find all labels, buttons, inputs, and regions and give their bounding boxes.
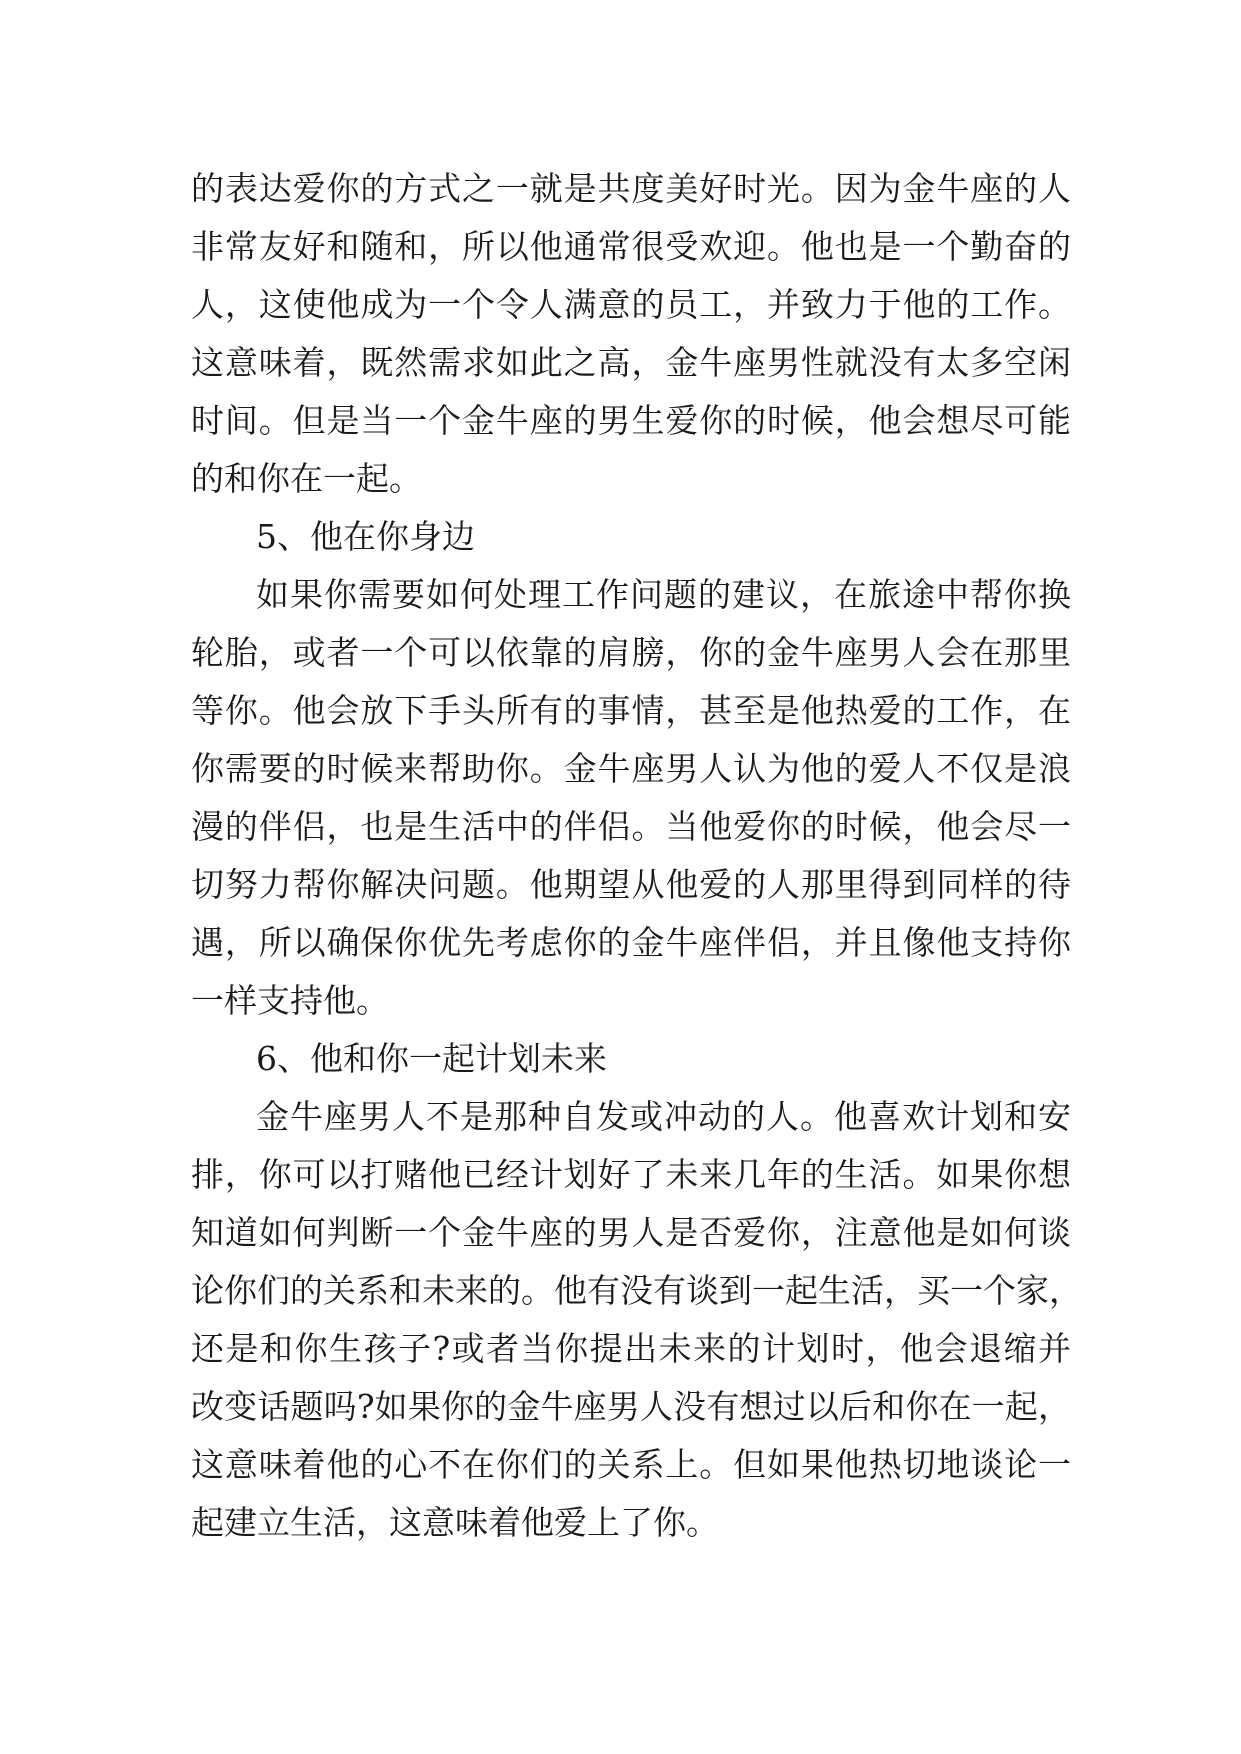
section-heading: 5、他在你身边 [256, 517, 475, 556]
paragraph-line: 你需要的时候来帮助你。金牛座男人认为他的爱人不仅是浪 [191, 749, 1071, 788]
paragraph-line: 的表达爱你的方式之一就是共度美好时光。因为金牛座的人 [191, 169, 1071, 208]
paragraph-line: 轮胎，或者一个可以依靠的肩膀，你的金牛座男人会在那里 [191, 633, 1071, 672]
paragraph-line: 遇，所以确保你优先考虑你的金牛座伴侣，并且像他支持你 [191, 923, 1071, 962]
paragraph-line: 还是和你生孩子?或者当你提出未来的计划时，他会退缩并 [191, 1329, 1071, 1368]
paragraph-line: 起建立生活，这意味着他爱上了你。 [191, 1503, 719, 1542]
paragraph-line: 等你。他会放下手头所有的事情，甚至是他热爱的工作，在 [191, 691, 1071, 730]
paragraph-line: 时间。但是当一个金牛座的男生爱你的时候，他会想尽可能 [191, 401, 1071, 440]
paragraph-line: 切努力帮你解决问题。他期望从他爱的人那里得到同样的待 [191, 865, 1071, 904]
paragraph-line: 这意味着他的心不在你们的关系上。但如果他热切地谈论一 [191, 1445, 1071, 1484]
paragraph-line: 知道如何判断一个金牛座的男人是否爱你，注意他是如何谈 [191, 1213, 1071, 1252]
section-heading: 6、他和你一起计划未来 [256, 1039, 607, 1078]
paragraph-line: 非常友好和随和，所以他通常很受欢迎。他也是一个勤奋的 [191, 227, 1071, 266]
paragraph-line: 改变话题吗?如果你的金牛座男人没有想过以后和你在一起， [191, 1387, 1071, 1426]
paragraph-line: 排，你可以打赌他已经计划好了未来几年的生活。如果你想 [191, 1155, 1071, 1194]
paragraph-line: 漫的伴侣，也是生活中的伴侣。当他爱你的时候，他会尽一 [191, 807, 1071, 846]
paragraph-line: 金牛座男人不是那种自发或冲动的人。他喜欢计划和安 [256, 1097, 1071, 1136]
paragraph-line: 论你们的关系和未来的。他有没有谈到一起生活，买一个家， [191, 1271, 1082, 1310]
paragraph-line: 这意味着，既然需求如此之高，金牛座男性就没有太多空闲 [191, 343, 1071, 382]
paragraph-line: 如果你需要如何处理工作问题的建议，在旅途中帮你换 [256, 575, 1071, 614]
paragraph-line: 一样支持他。 [191, 981, 389, 1020]
paragraph-line: 人，这使他成为一个令人满意的员工，并致力于他的工作。 [191, 285, 1071, 324]
paragraph-line: 的和你在一起。 [191, 459, 422, 498]
